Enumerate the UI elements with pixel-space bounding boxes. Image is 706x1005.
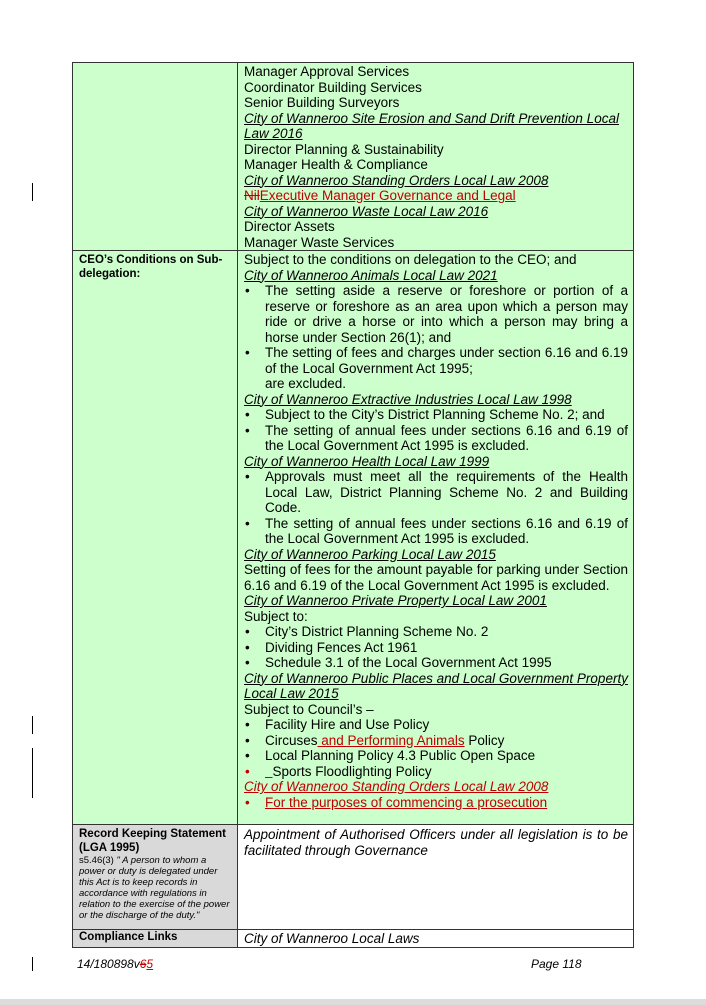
local-law-heading: City of Wanneroo Standing Orders Local Law 2008 (244, 779, 549, 794)
local-law-heading: City of Wanneroo Private Property Local Law 2001 (244, 593, 547, 608)
row-label: Compliance Links (79, 931, 178, 943)
bullet-list (244, 795, 628, 811)
list-item-text: Circuses (265, 732, 318, 748)
list-item: • Subject to the City’s District Planning Scheme No. 2; and (244, 407, 628, 423)
change-bar-3 (32, 748, 33, 798)
text-line: City of Wanneroo Local Laws (244, 931, 420, 946)
bullet-list (244, 469, 628, 547)
local-law-heading: City of Wanneroo Health Local Law 1999 (244, 453, 490, 469)
inserted-text: For the purposes of commencing a prosecution (265, 794, 548, 810)
row3-value-cell (238, 825, 634, 930)
bullet-list (244, 717, 628, 779)
note-text: " A person to whom a power or duty is delegated under this Act is to keep records in accordance with regulations in relation to the exercise of the power or the discharge of the duty." (79, 855, 230, 921)
row-label: CEO’s Conditions on Sub-delegation: (79, 254, 223, 280)
inserted-text: Executive Manager Governance and Legal (259, 188, 516, 203)
list-item: • The setting aside a reserve or foreshore or portion of a reserve or foreshore as an area upon which a person may ride or drive a horse or into which a person may bring a horse under Section 26(1); and (244, 283, 628, 345)
inserted-text: and Performing Animals (317, 732, 465, 748)
row-label: Record Keeping Statement (LGA 1995) (79, 828, 226, 854)
table-row (73, 825, 634, 930)
local-law-heading: City of Wanneroo Extractive Industries Local Law 1998 (244, 391, 572, 407)
list-item: • Approvals must meet all the requirements of the Health Local Law, District Planning Scheme No. 2 and Building Code. (244, 469, 628, 516)
text-line: Director Planning & Sustainability (244, 141, 444, 157)
list-item: • The setting of fees and charges under section 6.16 and 6.19 of the Local Government Act 1995; (244, 345, 628, 376)
row1-value-cell (238, 63, 634, 251)
legislation-note (79, 855, 233, 921)
text-line: Subject to: (244, 608, 308, 624)
row4-label-cell (73, 930, 238, 948)
delegation-table (72, 62, 634, 948)
list-item (244, 795, 628, 811)
text-line: Director Assets (244, 219, 335, 234)
local-law-heading: City of Wanneroo Public Places and Local Government Property Local Law 2015 (244, 670, 628, 701)
text-line: Subject to the conditions on delegation to the CEO; and (244, 252, 577, 267)
deleted-text: Nil (244, 188, 260, 203)
local-law-heading: City of Wanneroo Standing Orders Local Law 2008 (244, 172, 549, 188)
doc-ref-prefix: 14/180898v (77, 957, 140, 971)
local-law-heading: City of Wanneroo Parking Local Law 2015 (244, 546, 496, 562)
table-row (73, 930, 634, 948)
text-line: are excluded. (265, 376, 347, 391)
text-line: Manager Approval Services (244, 64, 410, 79)
list-item-text: Sports Floodlighting Policy (272, 763, 432, 779)
document-reference (77, 957, 153, 971)
list-item: • Facility Hire and Use Policy (244, 717, 628, 733)
list-item: • Dividing Fences Act 1961 (244, 640, 628, 656)
bottom-edge (0, 999, 706, 1005)
list-item (244, 733, 628, 749)
change-bar-2 (32, 716, 33, 734)
row2-value-cell (238, 251, 634, 825)
change-bar-4 (32, 957, 33, 971)
text-line: Manager Health & Compliance (244, 157, 428, 172)
bullet-list (244, 624, 628, 671)
list-item: • The setting of annual fees under sections 6.16 and 6.19 of the Local Government Act 1995 is excluded. (244, 516, 628, 547)
text-line: Subject to Council’s – (244, 701, 374, 717)
inserted-space (265, 764, 273, 779)
deleted-text: 6 (139, 957, 147, 971)
row1-label-cell (73, 63, 238, 251)
text-line: Manager Waste Services (244, 234, 395, 250)
list-item (244, 764, 628, 780)
change-bar-1 (32, 183, 33, 201)
list-item: • Schedule 3.1 of the Local Government Act 1995 (244, 655, 628, 671)
list-item: • The setting of annual fees under sections 6.16 and 6.19 of the Local Government Act 1995 is excluded. (244, 423, 628, 454)
local-law-heading: City of Wanneroo Animals Local Law 2021 (244, 267, 498, 283)
list-item: • City’s District Planning Scheme No. 2 (244, 624, 628, 640)
list-item-text: Policy (464, 732, 505, 748)
local-law-heading: City of Wanneroo Waste Local Law 2016 (244, 203, 489, 219)
local-law-heading: City of Wanneroo Site Erosion and Sand Drift Prevention Local Law 2016 (244, 110, 619, 141)
text-line: Senior Building Surveyors (244, 95, 400, 110)
table-row (73, 251, 634, 825)
inserted-text: 5 (146, 957, 154, 971)
row3-label-cell (73, 825, 238, 930)
tracked-change-line (244, 188, 628, 204)
text-line: Appointment of Authorised Officers under all legislation is to be facilitated through Governance (244, 827, 628, 858)
row2-label-cell (73, 251, 238, 825)
list-item: • Local Planning Policy 4.3 Public Open Space (244, 748, 628, 764)
row4-value-cell (238, 930, 634, 948)
table-row (73, 63, 634, 251)
bullet-list (244, 283, 628, 376)
note-ref: s5.46(3) (79, 855, 114, 866)
bullet-list (244, 407, 628, 454)
text-line: Setting of fees for the amount payable for parking under Section 6.16 and 6.19 of the Local Government Act 1995 is excluded. (244, 562, 628, 593)
text-line: Coordinator Building Services (244, 79, 422, 95)
page-number: Page 118 (531, 957, 582, 971)
